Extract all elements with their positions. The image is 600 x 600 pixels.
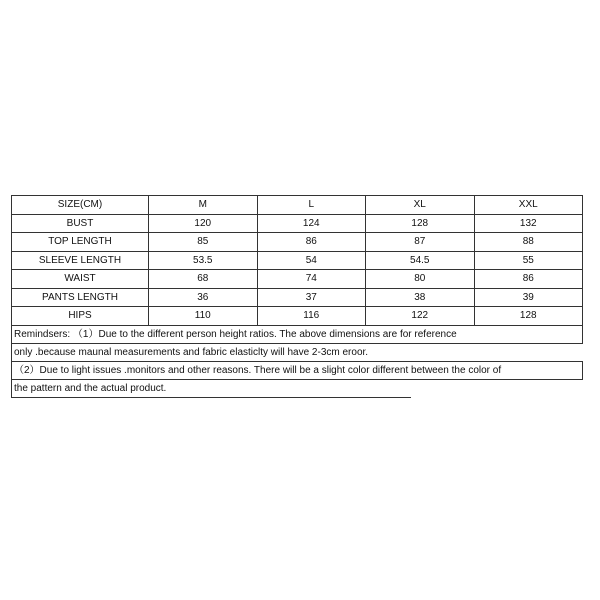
table-cell: 128: [474, 307, 583, 326]
table-row: [12, 233, 583, 252]
table-cell: 54: [257, 251, 366, 270]
table-cell: 124: [257, 214, 366, 233]
header-cell: SIZE(CM): [12, 196, 149, 215]
table-cell: 53.5: [149, 251, 258, 270]
table-cell: 86: [257, 233, 366, 252]
header-cell: XL: [366, 196, 475, 215]
table-row: [12, 214, 583, 233]
table-row: [12, 288, 583, 307]
table-cell: 122: [366, 307, 475, 326]
table-row: [12, 307, 583, 326]
table-cell: 87: [366, 233, 475, 252]
table-cell: 55: [474, 251, 583, 270]
table-row: [12, 251, 583, 270]
header-cell: L: [257, 196, 366, 215]
table-cell: 36: [149, 288, 258, 307]
reminder-notes: [11, 326, 583, 398]
table-cell: 86: [474, 270, 583, 289]
header-cell: M: [149, 196, 258, 215]
table-header-row: [12, 196, 583, 215]
table-cell: 37: [257, 288, 366, 307]
row-label: SLEEVE LENGTH: [12, 251, 149, 270]
table-cell: 85: [149, 233, 258, 252]
row-label: WAIST: [12, 270, 149, 289]
reminder-line-2: only .because maunal measurements and fabric elasticlty will have 2-3cm eroor.: [11, 344, 583, 362]
row-label: PANTS LENGTH: [12, 288, 149, 307]
reminder-line-1: Remindsers: （1）Due to the different person height ratios. The above dimensions are for reference: [11, 326, 583, 344]
size-chart: [11, 195, 583, 398]
row-label: HIPS: [12, 307, 149, 326]
table-row: [12, 270, 583, 289]
table-cell: 120: [149, 214, 258, 233]
reminder-line-4: the pattern and the actual product.: [11, 380, 411, 398]
header-cell: XXL: [474, 196, 583, 215]
reminder-line-3: （2）Due to light issues .monitors and other reasons. There will be a slight color different between the color of: [11, 362, 583, 380]
table-cell: 110: [149, 307, 258, 326]
row-label: BUST: [12, 214, 149, 233]
row-label: TOP LENGTH: [12, 233, 149, 252]
table-cell: 39: [474, 288, 583, 307]
table-cell: 132: [474, 214, 583, 233]
table-cell: 54.5: [366, 251, 475, 270]
size-table: [11, 195, 583, 326]
table-cell: 128: [366, 214, 475, 233]
table-cell: 38: [366, 288, 475, 307]
table-cell: 80: [366, 270, 475, 289]
table-cell: 116: [257, 307, 366, 326]
table-cell: 68: [149, 270, 258, 289]
table-cell: 74: [257, 270, 366, 289]
table-cell: 88: [474, 233, 583, 252]
